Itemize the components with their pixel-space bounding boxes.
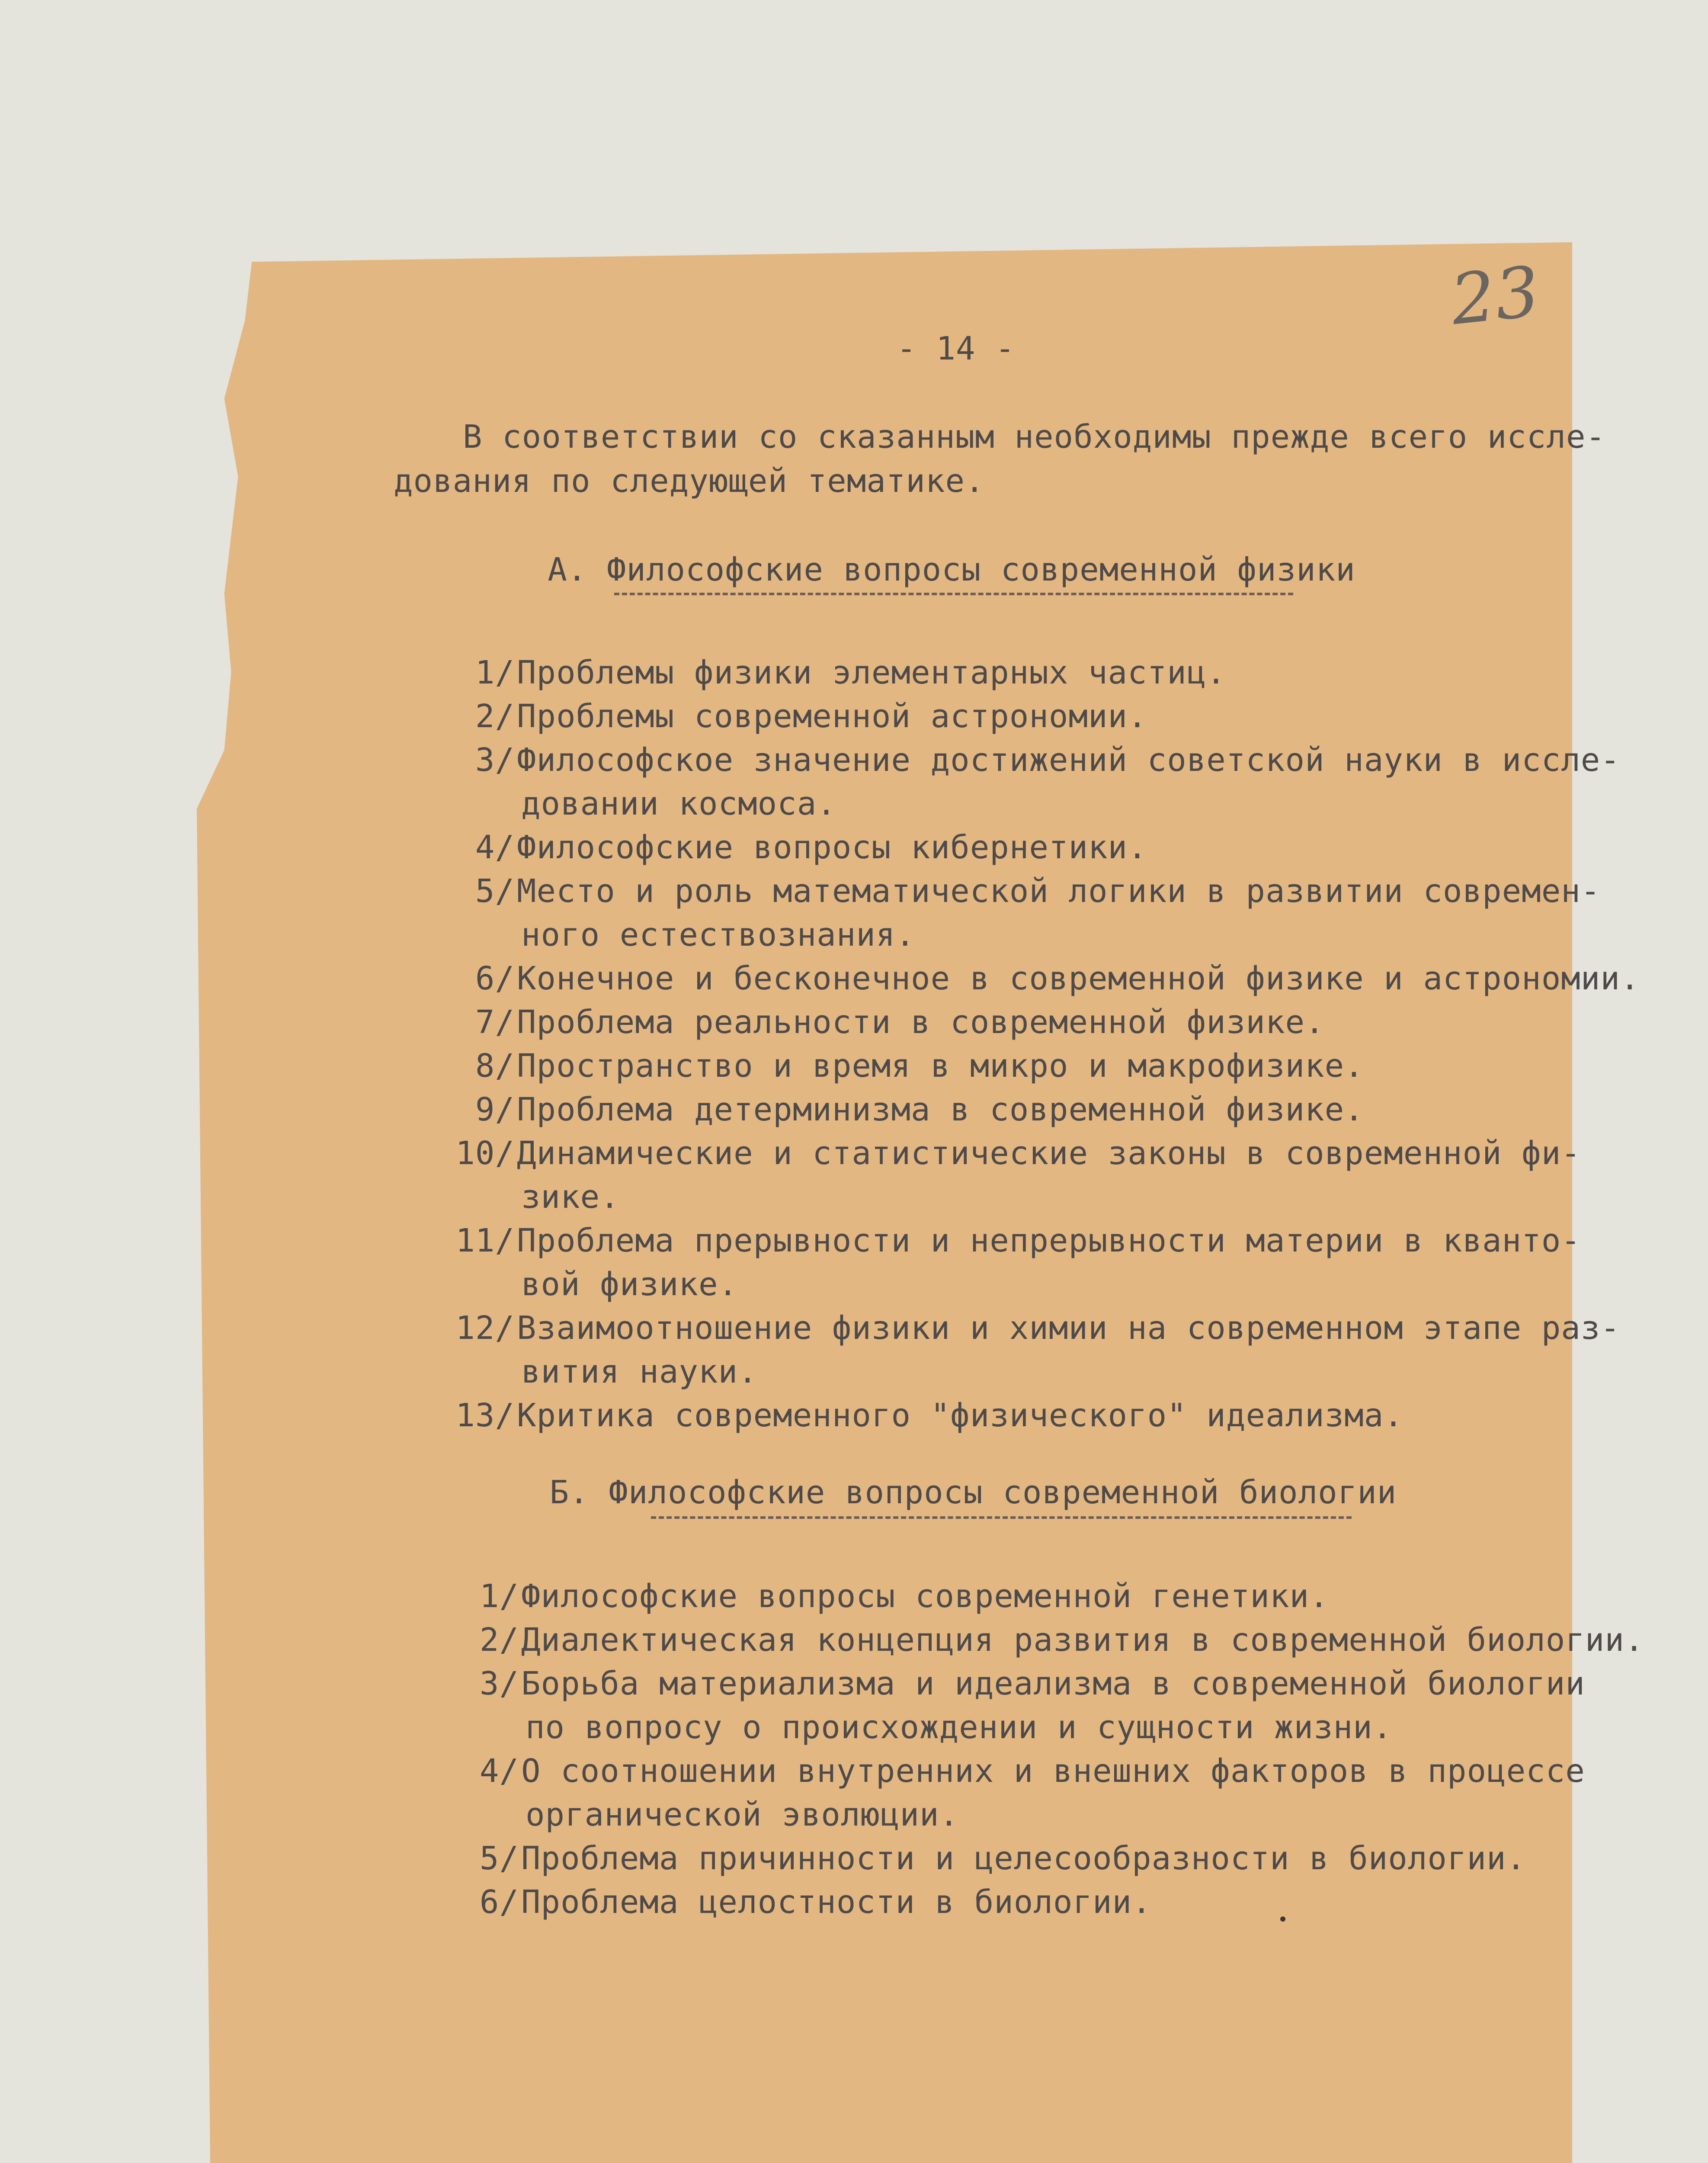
list-item-text: Критика современного "физического" идеализма.: [517, 1397, 1404, 1434]
list-item-text: Проблема прерывности и непрерывности материи в кванто-: [517, 1222, 1581, 1259]
intro-line-1: В соответствии со сказанным необходимы прежде всего иссле-: [463, 418, 1606, 456]
list-item-number: 9/: [475, 1091, 515, 1128]
archive-number: 23: [1447, 250, 1543, 341]
list-item-text: Проблема реальности в современной физике.: [517, 1004, 1325, 1041]
list-item-number: 3/: [479, 1665, 519, 1702]
section-b-heading: Б. Философские вопросы современной биологии: [549, 1474, 1397, 1511]
ink-speck: [1280, 1916, 1285, 1922]
list-item-text: Место и роль математической логики в развитии современ-: [517, 873, 1601, 910]
list-item-text: Диалектическая концепция развития в современной биологии.: [521, 1621, 1644, 1659]
list-item-text: Пространство и время в микро и макрофизике.: [517, 1047, 1364, 1085]
list-item-number: 6/: [479, 1884, 519, 1921]
section-b-underline: [651, 1516, 1352, 1519]
list-item-text: Философское значение достижений советской науки в иссле-: [517, 741, 1620, 779]
list-item-number: 1/: [475, 654, 515, 691]
list-item-number: 4/: [475, 829, 515, 866]
list-item-text: вой физике.: [521, 1266, 738, 1303]
list-item-text: Философские вопросы современной генетики.: [521, 1578, 1329, 1615]
list-item-number: 13/: [455, 1397, 515, 1434]
list-item-number: 10/: [455, 1135, 515, 1172]
list-item-text: Философские вопросы кибернетики.: [517, 829, 1147, 866]
list-item-text: Конечное и бесконечное в современной физике и астрономии.: [517, 960, 1640, 997]
list-item-text: О соотношении внутренних и внешних факторов в процессе: [521, 1752, 1585, 1790]
list-item-text: Проблема детерминизма в современной физике.: [517, 1091, 1364, 1128]
list-item-text: вития науки.: [521, 1353, 758, 1390]
list-item-number: 2/: [475, 698, 515, 735]
list-item-text: ного естествознания.: [521, 916, 916, 953]
list-item-text: зике.: [521, 1178, 620, 1216]
list-item-text: Проблемы физики элементарных частиц.: [517, 654, 1226, 691]
section-a-underline: [614, 593, 1293, 595]
list-item-text: Проблема причинности и целесообразности в биологии.: [521, 1840, 1526, 1877]
list-item-text: Проблема целостности в биологии.: [521, 1884, 1152, 1921]
list-item-number: 2/: [479, 1621, 519, 1659]
page-number: - 14 -: [897, 330, 1015, 367]
list-item-number: 6/: [475, 960, 515, 997]
list-item-text: Динамические и статистические законы в современной фи-: [517, 1135, 1581, 1172]
list-item-number: 7/: [475, 1004, 515, 1041]
intro-line-2: дования по следующей тематике.: [394, 462, 985, 500]
list-item-text: Борьба материализма и идеализма в современной биологии: [521, 1665, 1585, 1702]
list-item-text: по вопросу о происхождении и сущности жизни.: [526, 1709, 1393, 1746]
list-item-text: органической эволюции.: [526, 1796, 959, 1833]
list-item-text: Взаимоотношение физики и химии на современном этапе раз-: [517, 1309, 1620, 1347]
list-item-number: 12/: [455, 1309, 515, 1347]
list-item-number: 4/: [479, 1752, 519, 1790]
list-item-number: 3/: [475, 741, 515, 779]
list-item-number: 5/: [475, 873, 515, 910]
list-item-number: 11/: [455, 1222, 515, 1259]
list-item-text: Проблемы современной астрономии.: [517, 698, 1147, 735]
list-item-text: довании космоса.: [521, 785, 836, 822]
list-item-number: 1/: [479, 1578, 519, 1615]
list-item-number: 5/: [479, 1840, 519, 1877]
list-item-number: 8/: [475, 1047, 515, 1085]
section-a-heading: А. Философские вопросы современной физики: [548, 551, 1356, 588]
